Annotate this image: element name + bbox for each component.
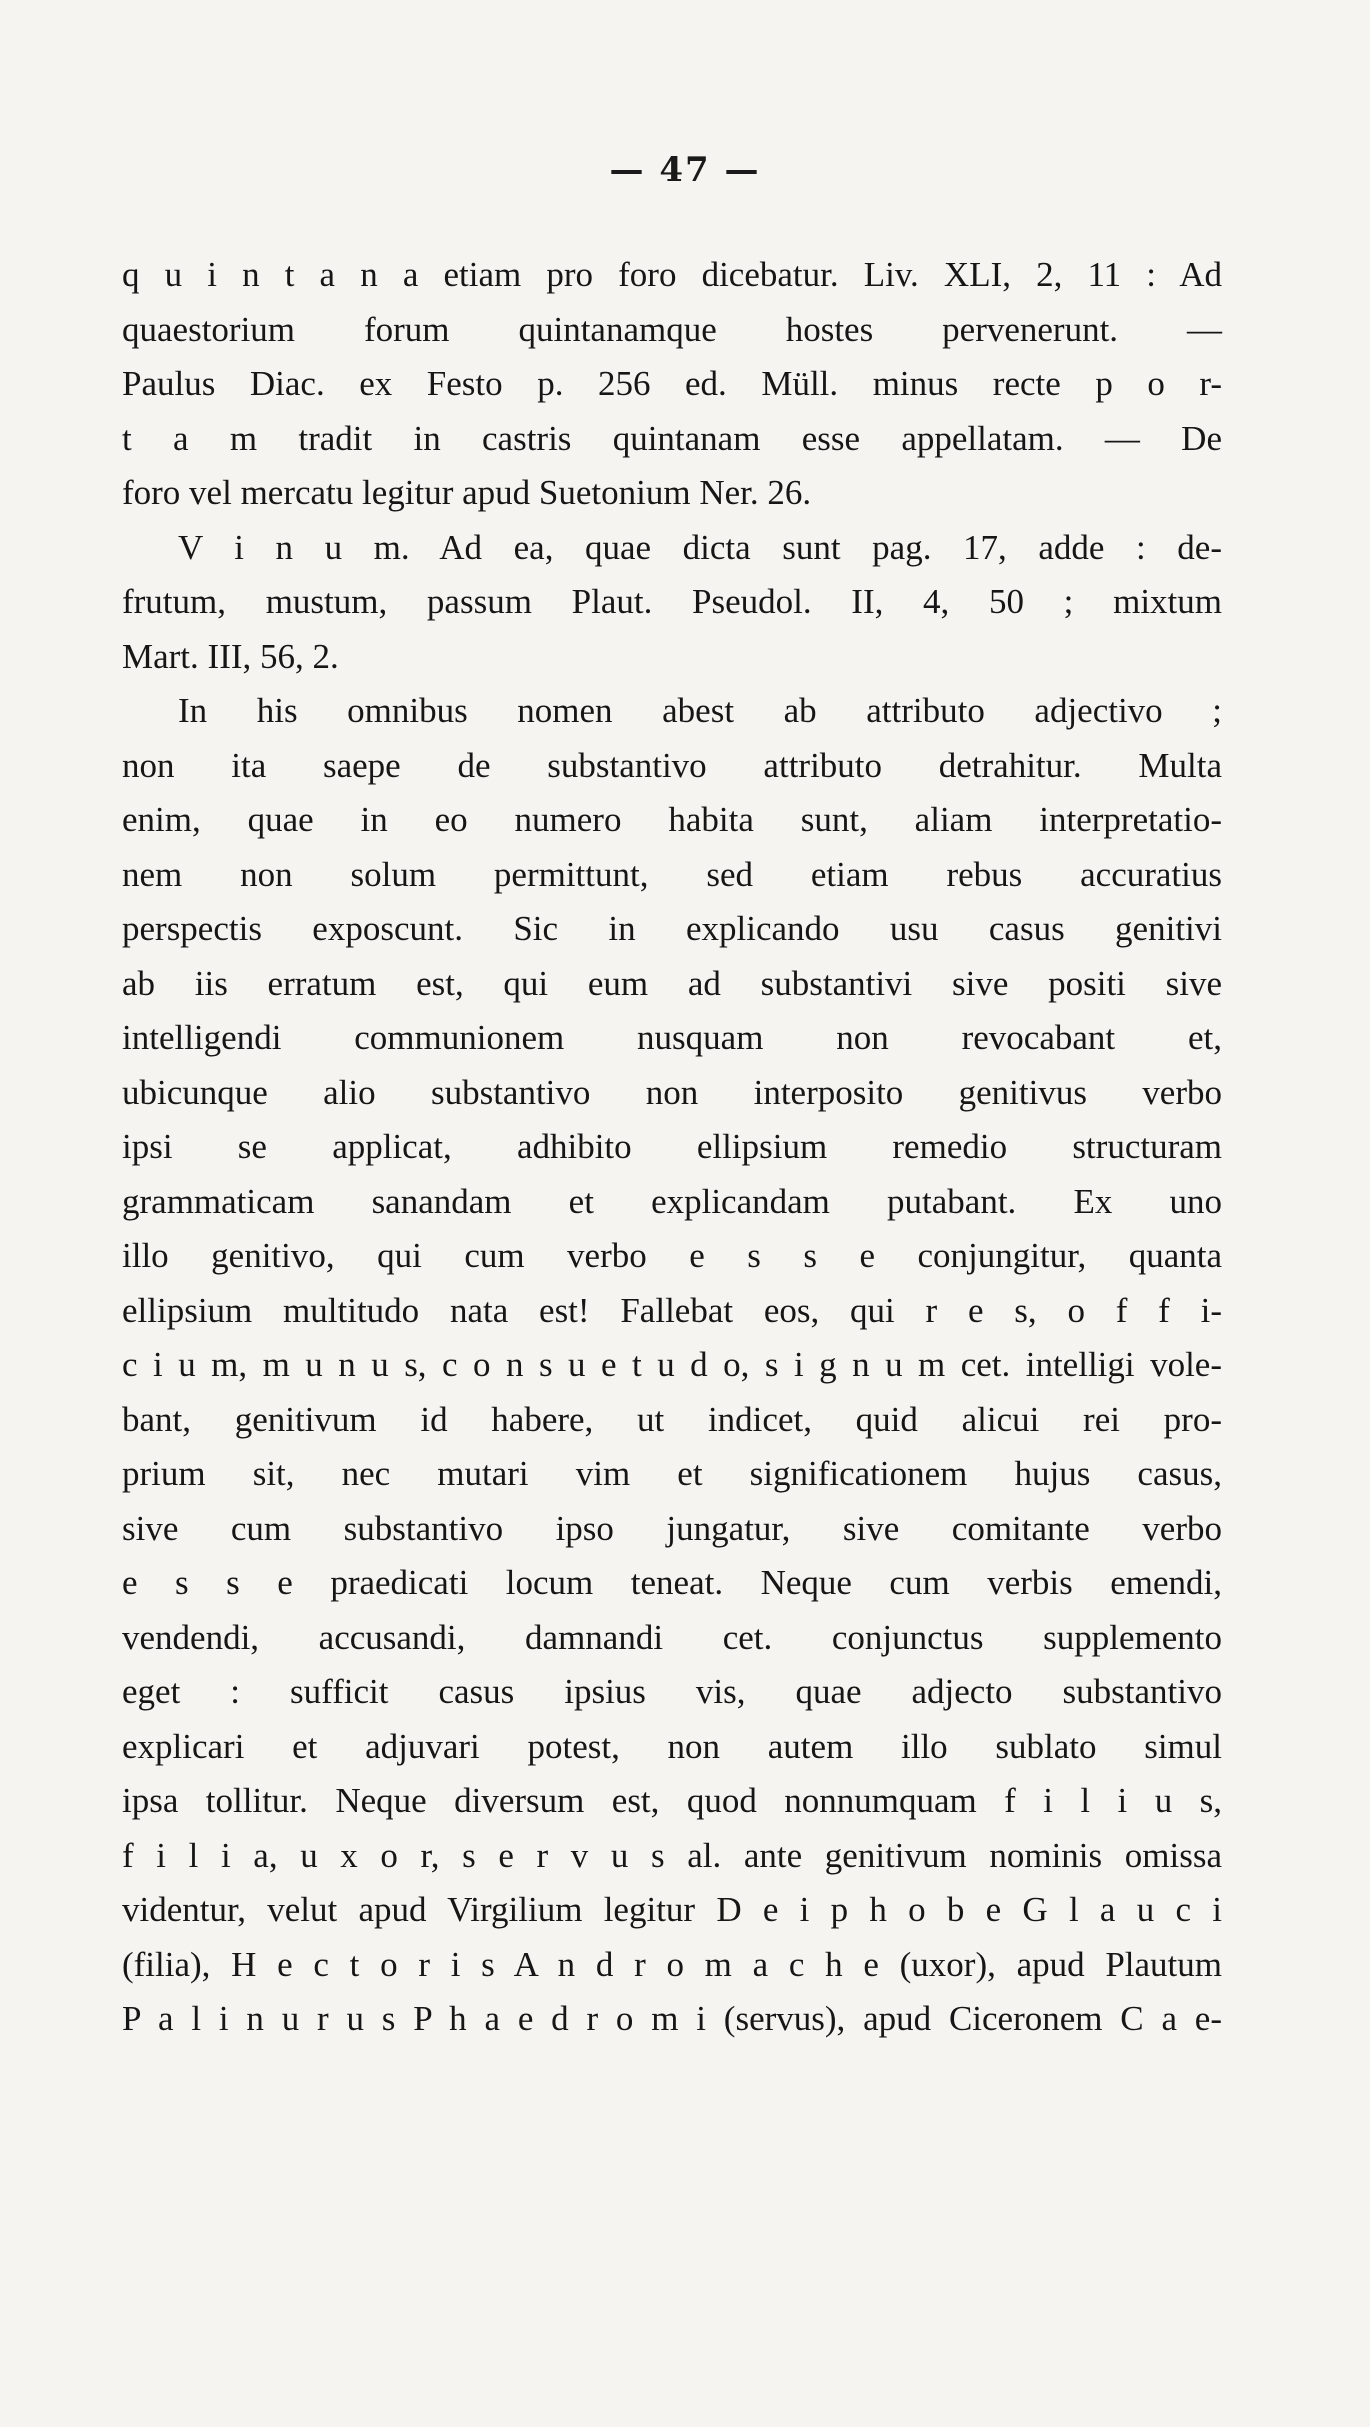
text-line: ab iis erratum est, qui eum ad substantivi sive positi sive — [122, 963, 1222, 1003]
text-line: bant, genitivum id habere, ut indicet, quid alicui rei pro- — [122, 1399, 1222, 1439]
text-line: ubicunque alio substantivo non interposito genitivus verbo — [122, 1072, 1222, 1112]
text-line: enim, quae in eo numero habita sunt, aliam interpretatio- — [122, 800, 1222, 839]
text-line: (filia), H e c t o r i s A n d r o m a c h e (uxor), apud Plautum — [122, 1944, 1222, 1984]
text-line: quaestorium forum quintanamque hostes pervenerunt. — — [122, 309, 1222, 349]
text-line: non ita saepe de substantivo attributo detrahitur. Multa — [122, 745, 1222, 785]
text-line: nem non solum permittunt, sed etiam rebus accuratius — [122, 854, 1222, 894]
text-line: P a l i n u r u s P h a e d r o m i (servus), apud Ciceronem C a e- — [122, 1999, 1222, 2038]
text-line: vendendi, accusandi, damnandi cet. conjunctus supplemento — [122, 1617, 1222, 1657]
text-line: frutum, mustum, passum Plaut. Pseudol. II, 4, 50 ; mixtum — [122, 582, 1222, 621]
text-line: perspectis exposcunt. Sic in explicando usu casus genitivi — [122, 909, 1222, 948]
text-line: prium sit, nec mutari vim et significationem hujus casus, — [122, 1454, 1222, 1493]
text-line: sive cum substantivo ipso jungatur, sive comitante verbo — [122, 1508, 1222, 1548]
text-line: ellipsium multitudo nata est! Fallebat eos, qui r e s, o f f i- — [122, 1290, 1222, 1330]
text-line: e s s e praedicati locum teneat. Neque cum verbis emendi, — [122, 1563, 1222, 1602]
text-line: explicari et adjuvari potest, non autem illo sublato simul — [122, 1726, 1222, 1766]
text-line: foro vel mercatu legitur apud Suetonium Ner. 26. — [122, 473, 812, 512]
text-line: grammaticam sanandam et explicandam putabant. Ex uno — [122, 1181, 1222, 1221]
page-number: — 47 — — [609, 150, 761, 190]
text-line: videntur, velut apud Virgilium legitur D e i p h o b e G l a u c i — [122, 1890, 1222, 1929]
text-line: Mart. III, 56, 2. — [122, 636, 339, 676]
text-line: V i n u m. Ad ea, quae dicta sunt pag. 17, adde : de- — [178, 527, 1222, 567]
text-line: q u i n t a n a etiam pro foro dicebatur. Liv. XLI, 2, 11 : Ad — [122, 255, 1222, 294]
text-line: In his omnibus nomen abest ab attributo adjectivo ; — [178, 691, 1222, 730]
text-line: Paulus Diac. ex Festo p. 256 ed. Müll. minus recte p o r- — [122, 364, 1222, 403]
text-line: t a m tradit in castris quintanam esse appellatam. — De — [122, 418, 1222, 458]
text-line: f i l i a, u x o r, s e r v u s al. ante genitivum nominis omissa — [122, 1835, 1222, 1875]
text-line: illo genitivo, qui cum verbo e s s e conjungitur, quanta — [122, 1236, 1222, 1275]
text-line: c i u m, m u n u s, c o n s u e t u d o, s i g n u m cet. intelligi vole- — [122, 1345, 1222, 1384]
body-text — [122, 248, 1222, 2047]
text-line: intelligendi communionem nusquam non revocabant et, — [122, 1018, 1222, 1057]
text-line: ipsi se applicat, adhibito ellipsium remedio structuram — [122, 1127, 1222, 1166]
text-line: ipsa tollitur. Neque diversum est, quod nonnumquam f i l i u s, — [122, 1781, 1222, 1820]
text-line: eget : sufficit casus ipsius vis, quae adjecto substantivo — [122, 1672, 1222, 1711]
